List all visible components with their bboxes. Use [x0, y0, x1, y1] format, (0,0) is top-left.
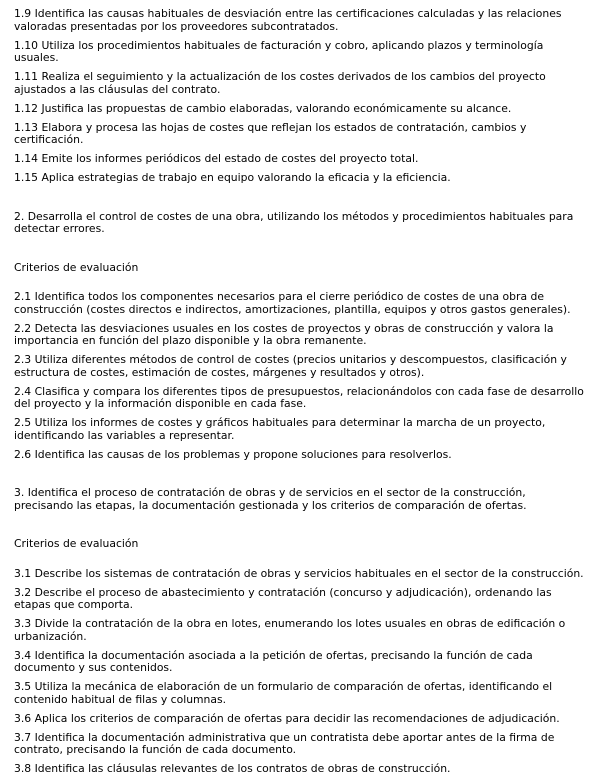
criterion-2-4: 2.4 Clasifica y compara los diferentes tipos de presupuestos, relacionándolos con cada fase de desarrollo del proyecto y la información disponible en cada fase. — [14, 384, 584, 410]
criterion-3-3: 3.3 Divide la contratación de la obra en lotes, enumerando los lotes usuales en obras de edificación o urbanización. — [14, 617, 566, 643]
criterion-2-5: 2.5 Utiliza los informes de costes y gráficos habituales para determinar la marcha de un proyecto, identificando las variables a representar. — [14, 416, 546, 442]
criterion-1-12: 1.12 Justifica las propuestas de cambio elaboradas, valorando económicamente su alcance. — [14, 101, 512, 115]
criterion-2-3: 2.3 Utiliza diferentes métodos de control de costes (precios unitarios y descompuestos, clasificación y estructura de costes, estimación de costes, márgenes y resultados y otros). — [14, 353, 567, 379]
criterion-3-7: 3.7 Identifica la documentación administrativa que un contratista debe aportar antes de la firma de contrato, precisando la función de cada documento. — [14, 730, 555, 756]
learning-outcome-2: 2. Desarrolla el control de costes de una obra, utilizando los métodos y procedimientos habituales para detectar errores. — [14, 209, 574, 235]
criterion-1-11: 1.11 Realiza el seguimiento y la actualización de los costes derivados de los cambios del proyecto ajustados a las cláusulas del contrato. — [14, 70, 546, 96]
criterion-1-14: 1.14 Emite los informes periódicos del estado de costes del proyecto total. — [14, 152, 419, 165]
criterion-3-8: 3.8 Identifica las cláusulas relevantes de los contratos de obras de construcción. — [14, 762, 451, 775]
criteria-heading-3: Criterios de evaluación — [14, 537, 139, 550]
learning-outcome-3: 3. Identifica el proceso de contratación de obras y de servicios en el sector de la construcción, precisando las etapas, la documentación gestionada y los criterios de comparación de ofertas. — [14, 486, 527, 512]
criterion-2-6: 2.6 Identifica las causas de los problemas y propone soluciones para resolverlos. — [14, 447, 452, 461]
criterion-1-15: 1.15 Aplica estrategias de trabajo en equipo valorando la eficacia y la eficiencia. — [14, 171, 451, 184]
criterion-1-10: 1.10 Utiliza los procedimientos habituales de facturación y cobro, aplicando plazos y terminología usuales. — [14, 38, 544, 64]
criterion-3-5: 3.5 Utiliza la mecánica de elaboración de un formulario de comparación de ofertas, identificando el contenido habitual de filas y columnas. — [14, 680, 553, 706]
criterion-3-6: 3.6 Aplica los criterios de comparación de ofertas para decidir las recomendaciones de adjudicación. — [14, 711, 560, 725]
criterion-2-1: 2.1 Identifica todos los componentes necesarios para el cierre periódico de costes de una obra de construcción (costes directos e indirectos, amortizaciones, plantilla, equipos y otros gastos generales). — [14, 290, 571, 316]
criterion-3-4: 3.4 Identifica la documentación asociada a la petición de ofertas, precisando la función de cada documento y sus contenidos. — [14, 648, 533, 674]
criterion-3-1: 3.1 Describe los sistemas de contratación de obras y servicios habituales en el sector de la construcción. — [14, 566, 584, 580]
criterion-2-2: 2.2 Detecta las desviaciones usuales en los costes de proyectos y obras de construcción y valora la importancia en función del plazo disponible y la obra remanente. — [14, 321, 554, 347]
criterion-3-2: 3.2 Describe el proceso de abastecimiento y contratación (concurso y adjudicación), ordenando las etapas que comporta. — [14, 585, 552, 611]
criteria-heading-2: Criterios de evaluación — [14, 260, 139, 274]
criterion-1-13: 1.13 Elabora y procesa las hojas de costes que reflejan los estados de contratación, cambios y certificación. — [14, 120, 527, 146]
criterion-1-9: 1.9 Identifica las causas habituales de desviación entre las certificaciones calculadas y las relaciones valoradas presentadas por los proveedores subcontratados. — [14, 7, 562, 33]
